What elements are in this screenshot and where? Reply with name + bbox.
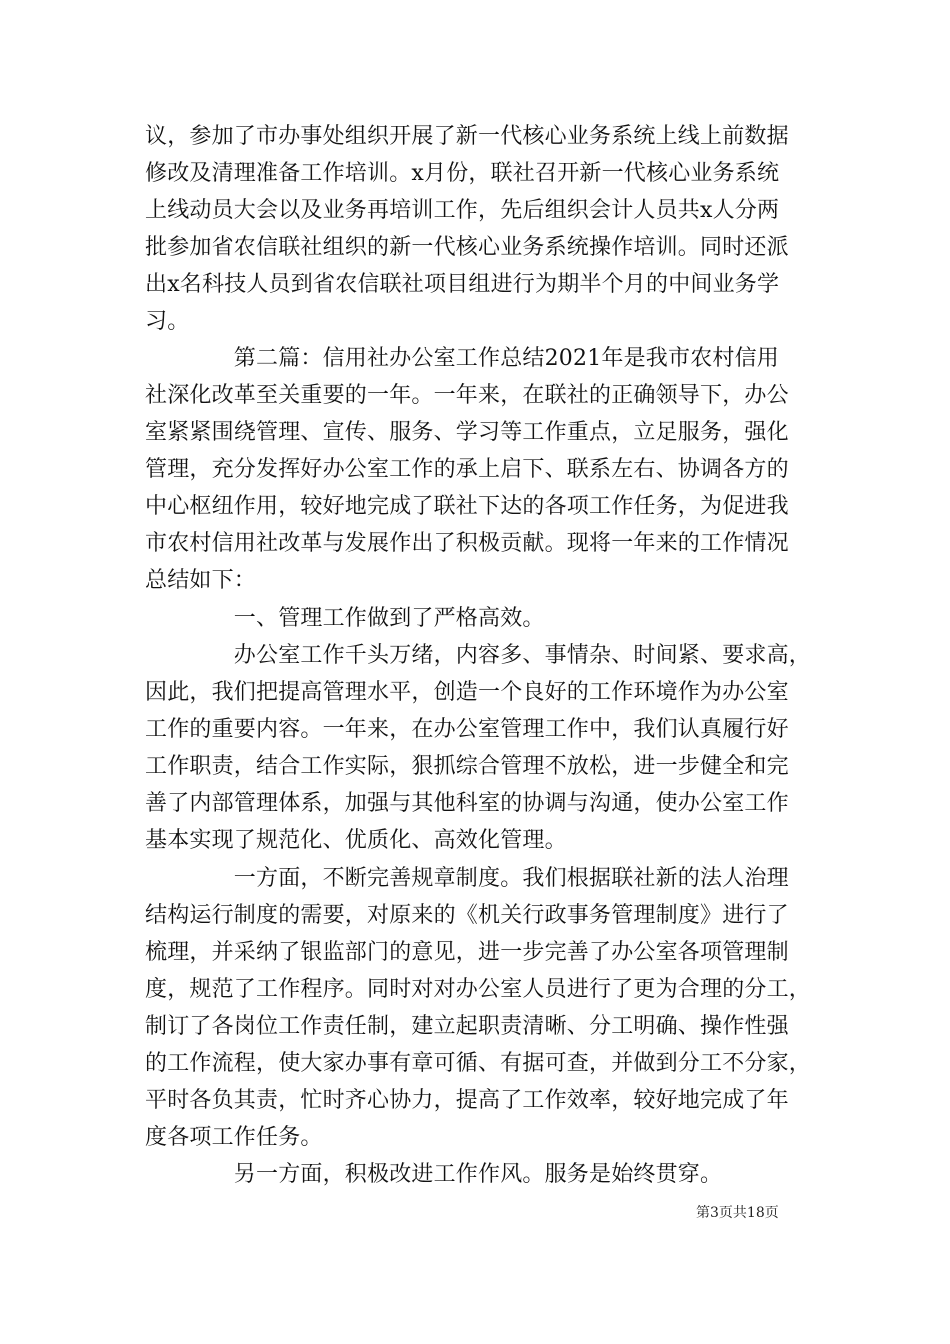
body-text-line: 工作的重要内容。一年来，在办公室管理工作中，我们认真履行好 <box>145 717 789 742</box>
body-text-line: 因此，我们把提高管理水平，创造一个良好的工作环境作为办公室 <box>145 680 789 705</box>
body-text-line: 上线动员大会以及业务再培训工作，先后组织会计人员共x人分两 <box>145 198 780 223</box>
body-text-line: 办公室工作千头万绪，内容多、事情杂、时间紧、要求高， <box>145 643 812 668</box>
body-text-line: 习。 <box>145 309 190 334</box>
body-text-line: 梳理，并采纳了银监部门的意见，进一步完善了办公室各项管理制 <box>145 940 789 965</box>
body-text-line: 工作职责，结合工作实际，狠抓综合管理不放松，进一步健全和完 <box>145 754 789 779</box>
body-text-line: 修改及清理准备工作培训。x月份，联社召开新一代核心业务系统 <box>145 161 780 186</box>
body-text-line: 的工作流程，使大家办事有章可循、有据可查，并做到分工不分家， <box>145 1051 812 1076</box>
body-text-line: 出x名科技人员到省农信联社项目组进行为期半个月的中间业务学 <box>145 272 780 297</box>
body-text-line: 另一方面，积极改进工作作风。服务是始终贯穿。 <box>145 1162 723 1187</box>
body-text-line: 平时各负其责，忙时齐心协力，提高了工作效率，较好地完成了年 <box>145 1088 789 1113</box>
body-text-line: 中心枢纽作用，较好地完成了联社下达的各项工作任务，为促进我 <box>145 494 789 519</box>
body-text-line: 批参加省农信联社组织的新一代核心业务系统操作培训。同时还派 <box>145 235 789 260</box>
body-text-line: 度各项工作任务。 <box>145 1125 323 1150</box>
body-text-line: 室紧紧围绕管理、宣传、服务、学习等工作重点，立足服务，强化 <box>145 420 789 445</box>
page-number-footer: 第3页共18页 <box>696 1205 779 1221</box>
body-text-line: 总结如下： <box>145 568 257 593</box>
subheading-line: 一、管理工作做到了严格高效。 <box>145 606 545 631</box>
body-text-line: 社深化改革至关重要的一年。一年来，在联社的正确领导下，办公 <box>145 383 789 408</box>
body-text-line: 善了内部管理体系，加强与其他科室的协调与沟通，使办公室工作 <box>145 791 789 816</box>
body-text-line: 一方面，不断完善规章制度。我们根据联社新的法人治理 <box>145 866 789 891</box>
body-text-line: 管理，充分发挥好办公室工作的承上启下、联系左右、协调各方的 <box>145 457 789 482</box>
body-text-line: 度，规范了工作程序。同时对对办公室人员进行了更为合理的分工， <box>145 977 812 1002</box>
body-text-line: 结构运行制度的需要，对原来的《机关行政事务管理制度》进行了 <box>145 903 789 928</box>
body-text-line: 基本实现了规范化、优质化、高效化管理。 <box>145 828 567 853</box>
body-text-line: 议，参加了市办事处组织开展了新一代核心业务系统上线上前数据 <box>145 124 789 149</box>
body-text-line: 制订了各岗位工作责任制，建立起职责清晰、分工明确、操作性强 <box>145 1014 789 1039</box>
section-heading-line: 第二篇：信用社办公室工作总结2021年是我市农村信用 <box>145 346 779 371</box>
body-text-line: 市农村信用社改革与发展作出了积极贡献。现将一年来的工作情况 <box>145 531 789 556</box>
